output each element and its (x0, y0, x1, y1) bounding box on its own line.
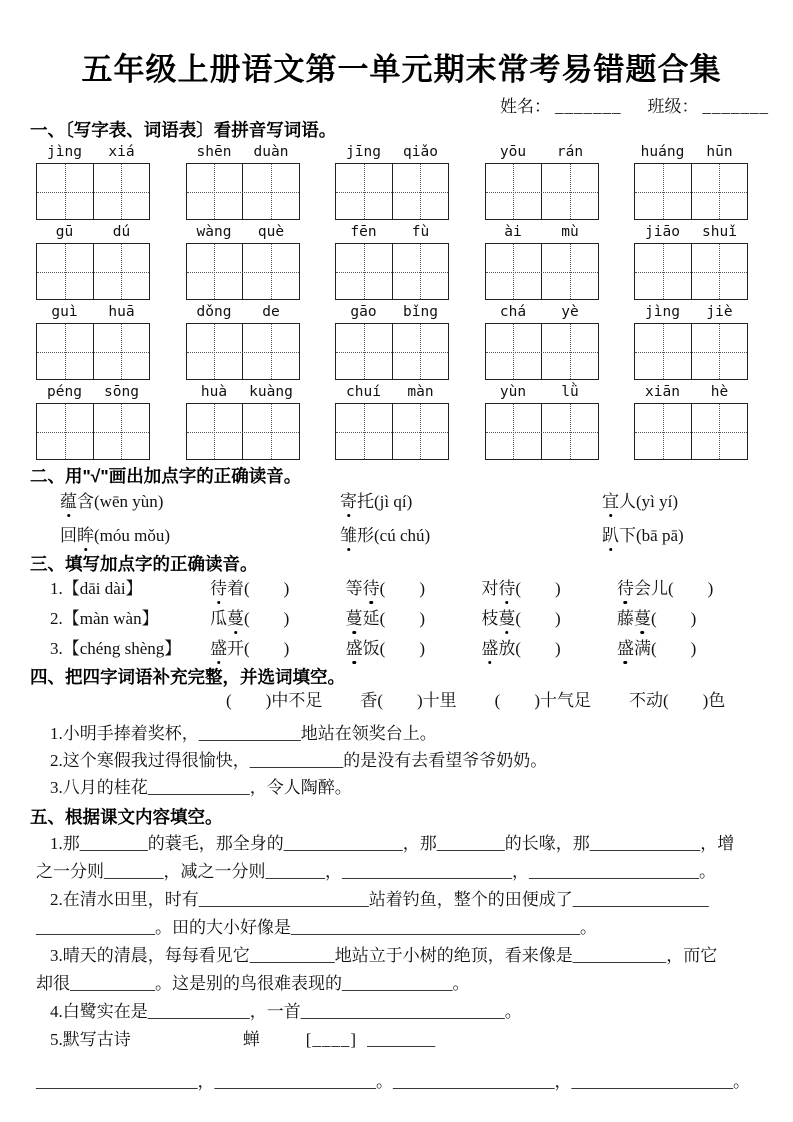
pinyin-word-group (36, 143, 150, 220)
poem-title: 蝉 (242, 1030, 260, 1049)
word-post: ( ) (379, 579, 425, 598)
pinyin-syllable: chá (499, 304, 527, 320)
fill-blank-line[interactable]: 却很__________。这是别的鸟很难表现的_____________。 (36, 974, 470, 993)
class-label: 班级： (647, 97, 699, 116)
writing-box[interactable] (37, 324, 93, 379)
pinyin-syllable: de (262, 304, 280, 320)
idiom-option[interactable]: 不动( )色 (628, 691, 726, 710)
writing-box[interactable] (336, 324, 392, 379)
section4-heading: 四、把四字词语补充完整，并选词填空。 (30, 667, 345, 687)
writing-box[interactable] (392, 324, 449, 379)
item-label: 3.【chéng shèng】 (50, 639, 182, 658)
pinyin-grid-row (36, 143, 748, 220)
pinyin-word-group (186, 303, 300, 380)
writing-box[interactable] (242, 404, 299, 459)
fill-blank-line[interactable]: 1.那________的蓑毛，那全身的______________，那________的长喙，那_____________，增 (50, 834, 735, 853)
pinyin-word-group (186, 383, 300, 460)
pinyin-syllable: bǐng (403, 304, 438, 320)
fill-blank-line[interactable]: 2.在清水田里，时有____________________站着钓鱼，整个的田便成了________________ (50, 890, 709, 909)
pinyin-syllable: dú (112, 224, 131, 240)
pinyin-word-group (634, 303, 748, 380)
fill-blank-sentence[interactable]: 2.这个寒假我过得很愉快，___________的是没有去看望爷爷奶奶。 (50, 751, 548, 770)
word-pre: 回 (60, 526, 77, 545)
pinyin-syllable: duàn (253, 144, 289, 160)
pinyin-word-group (485, 303, 599, 380)
pinyin-grid-row (36, 303, 748, 380)
pinyin-syllable: rán (556, 144, 584, 160)
dotted-char: 眸 (77, 524, 94, 548)
pinyin-syllable: xiān (645, 384, 680, 400)
fill-word[interactable] (210, 607, 346, 631)
pinyin-label (485, 383, 599, 403)
pronunciation-fill-row (50, 607, 773, 631)
pinyin-syllable: jiè (706, 304, 733, 320)
section3-heading: 三、填写加点字的正确读音。 (30, 554, 258, 574)
writing-box[interactable] (336, 244, 392, 299)
fill-word[interactable] (617, 577, 773, 601)
word-post: 满( ) (633, 639, 697, 658)
writing-box-pair (36, 243, 150, 300)
poem-dynasty-blank[interactable]: [____] (305, 1030, 358, 1049)
word-post: 延( ) (362, 609, 425, 628)
pinyin-label (634, 223, 748, 243)
pronunciation-choice-item[interactable] (602, 524, 773, 548)
writing-box-pair (634, 243, 748, 300)
pinyin-syllable: jīng (346, 144, 381, 160)
fill-blank-line[interactable]: 3.晴天的清晨，每每看见它__________地站立于小树的绝顶，看来像是___________，而它 (50, 946, 718, 965)
writing-box-pair (485, 243, 599, 300)
pinyin-grid-row (36, 383, 748, 460)
pinyin-label (634, 383, 748, 403)
writing-box[interactable] (541, 324, 598, 379)
writing-box-pair (485, 163, 599, 220)
item-label: 1.【dāi dài】 (50, 579, 143, 598)
pronunciation-choice-grid (60, 490, 773, 548)
fill-blank-line[interactable]: ______________。田的大小好像是__________________________________。 (36, 918, 597, 937)
pinyin-word-group (485, 383, 599, 460)
page-title: 五年级上册语文第一单元期末常考易错题合集 (81, 52, 722, 87)
pinyin-syllable: jìng (645, 304, 680, 320)
writing-box[interactable] (392, 164, 449, 219)
name-class-row (30, 96, 769, 118)
pinyin-word-group (186, 143, 300, 220)
poem-author-blank[interactable]: ________ (367, 1030, 436, 1049)
writing-box[interactable] (37, 244, 93, 299)
writing-box[interactable] (187, 324, 243, 379)
dotted-char: 盛 (346, 637, 363, 661)
pinyin-label (485, 223, 599, 243)
writing-box[interactable] (37, 164, 93, 219)
pinyin-syllable: xiá (108, 144, 135, 160)
pinyin-word-group (335, 143, 449, 220)
word-post: 放( ) (498, 639, 561, 658)
writing-box[interactable] (392, 244, 449, 299)
word-post: 含(wēn yùn) (77, 492, 164, 511)
pinyin-word-group (36, 303, 150, 380)
pinyin-syllable: màn (407, 384, 434, 400)
fill-word[interactable] (617, 607, 773, 631)
dotted-char: 盛 (210, 637, 227, 661)
pinyin-syllable: yùn (499, 384, 527, 400)
section2-heading: 二、用"√"画出加点字的正确读音。 (30, 466, 302, 486)
dotted-char: 蔓 (498, 607, 515, 631)
pinyin-label (186, 143, 300, 163)
writing-box[interactable] (541, 244, 598, 299)
dotted-char: 待 (363, 577, 380, 601)
writing-box[interactable] (336, 404, 392, 459)
section5-heading: 五、根据课文内容填空。 (30, 807, 223, 827)
pinyin-label (335, 383, 449, 403)
pinyin-label (36, 223, 150, 243)
pronunciation-choice-item[interactable] (340, 524, 602, 548)
writing-box[interactable] (187, 164, 243, 219)
writing-box[interactable] (242, 164, 299, 219)
word-pre: 枝 (481, 609, 499, 628)
writing-box[interactable] (37, 404, 93, 459)
pinyin-word-group (36, 223, 150, 300)
fill-word[interactable] (210, 577, 346, 601)
writing-box[interactable] (635, 164, 691, 219)
writing-box[interactable] (336, 164, 392, 219)
section1-heading: 一、〔写字表、词语表〕看拼音写词语。 (30, 120, 337, 140)
pinyin-syllable: péng (47, 384, 82, 400)
pinyin-word-group (335, 303, 449, 380)
pinyin-word-group (485, 223, 599, 300)
writing-box[interactable] (242, 324, 299, 379)
dotted-char: 雏 (340, 524, 357, 548)
writing-box[interactable] (635, 324, 691, 379)
writing-box[interactable] (93, 404, 150, 459)
name-label: 姓名： (500, 97, 551, 116)
writing-box[interactable] (541, 404, 598, 459)
writing-box[interactable] (486, 404, 542, 459)
writing-box-pair (36, 403, 150, 460)
pinyin-syllable: jìng (47, 144, 82, 160)
writing-box[interactable] (242, 244, 299, 299)
writing-box[interactable] (635, 244, 691, 299)
pronunciation-fill-row (50, 577, 773, 601)
writing-box-pair (186, 243, 300, 300)
fill-word[interactable] (346, 637, 482, 661)
pinyin-label (634, 143, 748, 163)
pinyin-syllable: gū (55, 224, 74, 240)
pronunciation-fill-rows (30, 577, 773, 661)
pronunciation-choice-item[interactable] (60, 490, 340, 514)
word-post: (móu mǒu) (94, 526, 171, 545)
fill-blank-sentence[interactable]: 1.小明手捧着奖杯，____________地站在领奖台上。 (50, 724, 437, 743)
writing-box-pair (634, 403, 748, 460)
writing-box[interactable] (187, 244, 243, 299)
word-post: 开( ) (227, 639, 290, 658)
pinyin-label (36, 383, 150, 403)
pinyin-syllable: jiāo (645, 224, 680, 240)
pinyin-word-group (36, 383, 150, 460)
pinyin-syllable: yōu (499, 144, 527, 160)
pinyin-syllable: kuàng (249, 384, 293, 400)
poem-body-blanks[interactable]: ___________________，___________________。___________________，___________________。 (36, 1072, 750, 1091)
writing-box[interactable] (486, 324, 542, 379)
pinyin-syllable: sōng (104, 384, 139, 400)
pinyin-grid-row (36, 223, 748, 300)
pronunciation-choice-item[interactable] (60, 524, 340, 548)
word-post: 着( ) (227, 579, 290, 598)
word-post: 人(yì yí) (619, 492, 679, 511)
writing-box-pair (634, 323, 748, 380)
writing-box[interactable] (691, 164, 748, 219)
word-post: 饭( ) (362, 639, 425, 658)
pinyin-syllable: fēn (350, 224, 377, 240)
writing-box[interactable] (93, 164, 150, 219)
word-pre: 等 (345, 579, 363, 598)
writing-box-pair (335, 243, 449, 300)
dotted-char: 寄 (340, 490, 357, 514)
writing-box-pair (36, 323, 150, 380)
pinyin-word-group (335, 223, 449, 300)
pinyin-syllable: dǒng (196, 304, 232, 320)
pinyin-label (36, 143, 150, 163)
pinyin-syllable: yè (561, 304, 579, 320)
writing-box-pair (485, 323, 599, 380)
word-pre: 对 (481, 579, 499, 598)
pinyin-syllable: huáng (640, 144, 685, 160)
writing-box-pair (186, 323, 300, 380)
pinyin-syllable: lǜ (561, 384, 579, 400)
pinyin-label (186, 383, 300, 403)
pinyin-syllable: gāo (350, 304, 377, 320)
pinyin-syllable: shēn (196, 144, 232, 160)
writing-box[interactable] (541, 164, 598, 219)
pinyin-label (186, 223, 300, 243)
writing-box-pair (335, 323, 449, 380)
word-post: 下(bā pā) (619, 526, 684, 545)
pronunciation-choice-item[interactable] (340, 490, 602, 514)
fill-blank-sentence[interactable]: 3.八月的桂花____________，令人陶醉。 (50, 778, 352, 797)
pinyin-word-group (485, 143, 599, 220)
pinyin-syllable: huā (108, 304, 135, 320)
pinyin-syllable: wàng (196, 224, 232, 240)
poem-dictation-row (50, 1026, 773, 1054)
writing-box[interactable] (691, 404, 748, 459)
pinyin-syllable: ài (504, 224, 522, 240)
pinyin-label (36, 303, 150, 323)
pinyin-word-group (634, 383, 748, 460)
pinyin-label (335, 223, 449, 243)
writing-box[interactable] (691, 324, 748, 379)
word-post: 形(cú chú) (357, 526, 431, 545)
text-fill-lines (36, 830, 773, 1026)
pinyin-word-group (335, 383, 449, 460)
writing-box-pair (186, 163, 300, 220)
class-blank[interactable]: _______ (702, 97, 769, 116)
writing-box-pair (36, 163, 150, 220)
writing-box-pair (485, 403, 599, 460)
poem-item-label: 5.默写古诗 (50, 1030, 131, 1049)
fill-blank-line[interactable]: 之一分则_______，减之一分则_______，____________________，____________________。 (36, 862, 716, 881)
pinyin-syllable: mù (561, 224, 579, 240)
pinyin-word-group (186, 223, 300, 300)
idiom-options-row (226, 690, 773, 712)
dotted-char: 待 (210, 577, 227, 601)
dotted-char: 盛 (617, 637, 634, 661)
pinyin-label (335, 143, 449, 163)
writing-box[interactable] (392, 404, 449, 459)
fill-word[interactable] (210, 637, 346, 661)
writing-box-pair (335, 163, 449, 220)
dotted-char: 蔓 (634, 607, 651, 631)
pinyin-word-group (634, 143, 748, 220)
pinyin-syllable: què (257, 224, 285, 240)
word-post: 会儿( ) (633, 579, 714, 598)
fill-word[interactable] (481, 637, 617, 661)
word-pre: 瓜 (210, 609, 227, 628)
writing-box[interactable] (187, 404, 243, 459)
dotted-char: 趴 (602, 524, 619, 548)
fill-word[interactable] (346, 577, 482, 601)
dotted-char: 待 (498, 577, 515, 601)
writing-box-pair (186, 403, 300, 460)
pinyin-syllable: hūn (706, 144, 733, 160)
writing-box[interactable] (93, 244, 150, 299)
dotted-char: 蔓 (227, 607, 244, 631)
pinyin-word-group (634, 223, 748, 300)
idiom-fill-sentences (30, 720, 773, 801)
item-label: 2.【màn wàn】 (50, 609, 159, 628)
word-post: ( ) (650, 609, 697, 628)
writing-box[interactable] (635, 404, 691, 459)
pinyin-syllable: guì (51, 304, 78, 320)
writing-box[interactable] (486, 164, 542, 219)
word-post: ( ) (244, 609, 290, 628)
dotted-char: 蕴 (60, 490, 77, 514)
writing-box-pair (335, 403, 449, 460)
pinyin-syllable: shuǐ (702, 224, 737, 240)
word-pre: 藤 (616, 609, 634, 628)
pinyin-label (634, 303, 748, 323)
word-post: 托(jì qí) (357, 492, 413, 511)
pinyin-syllable: chuí (346, 384, 381, 400)
writing-box[interactable] (691, 244, 748, 299)
pinyin-writing-grid (36, 143, 748, 460)
idiom-option[interactable]: 香( )十里 (360, 691, 457, 710)
dotted-char: 蔓 (346, 607, 363, 631)
idiom-option[interactable]: ( )十气足 (494, 691, 591, 710)
writing-box-pair (634, 163, 748, 220)
pinyin-label (186, 303, 300, 323)
word-post: ( ) (515, 579, 561, 598)
pronunciation-fill-row (50, 637, 773, 661)
writing-box[interactable] (93, 324, 150, 379)
pronunciation-choice-item[interactable] (602, 490, 773, 514)
fill-word[interactable] (481, 607, 617, 631)
dotted-char: 宜 (602, 490, 619, 514)
pinyin-syllable: fù (411, 224, 430, 240)
fill-blank-line[interactable]: 4.白鹭实在是____________，一首________________________。 (50, 1002, 522, 1021)
dotted-char: 待 (617, 577, 634, 601)
pinyin-label (485, 303, 599, 323)
dotted-char: 盛 (481, 637, 498, 661)
pinyin-syllable: qiǎo (403, 144, 438, 160)
fill-word[interactable] (617, 637, 773, 661)
word-post: ( ) (515, 609, 561, 628)
writing-box[interactable] (486, 244, 542, 299)
pinyin-syllable: hè (710, 384, 729, 400)
pinyin-label (335, 303, 449, 323)
pinyin-syllable: huà (200, 384, 228, 400)
pinyin-label (485, 143, 599, 163)
fill-word[interactable] (346, 607, 482, 631)
idiom-option[interactable]: ( )中不足 (226, 691, 323, 710)
fill-word[interactable] (481, 577, 617, 601)
name-blank[interactable]: _______ (555, 97, 622, 116)
